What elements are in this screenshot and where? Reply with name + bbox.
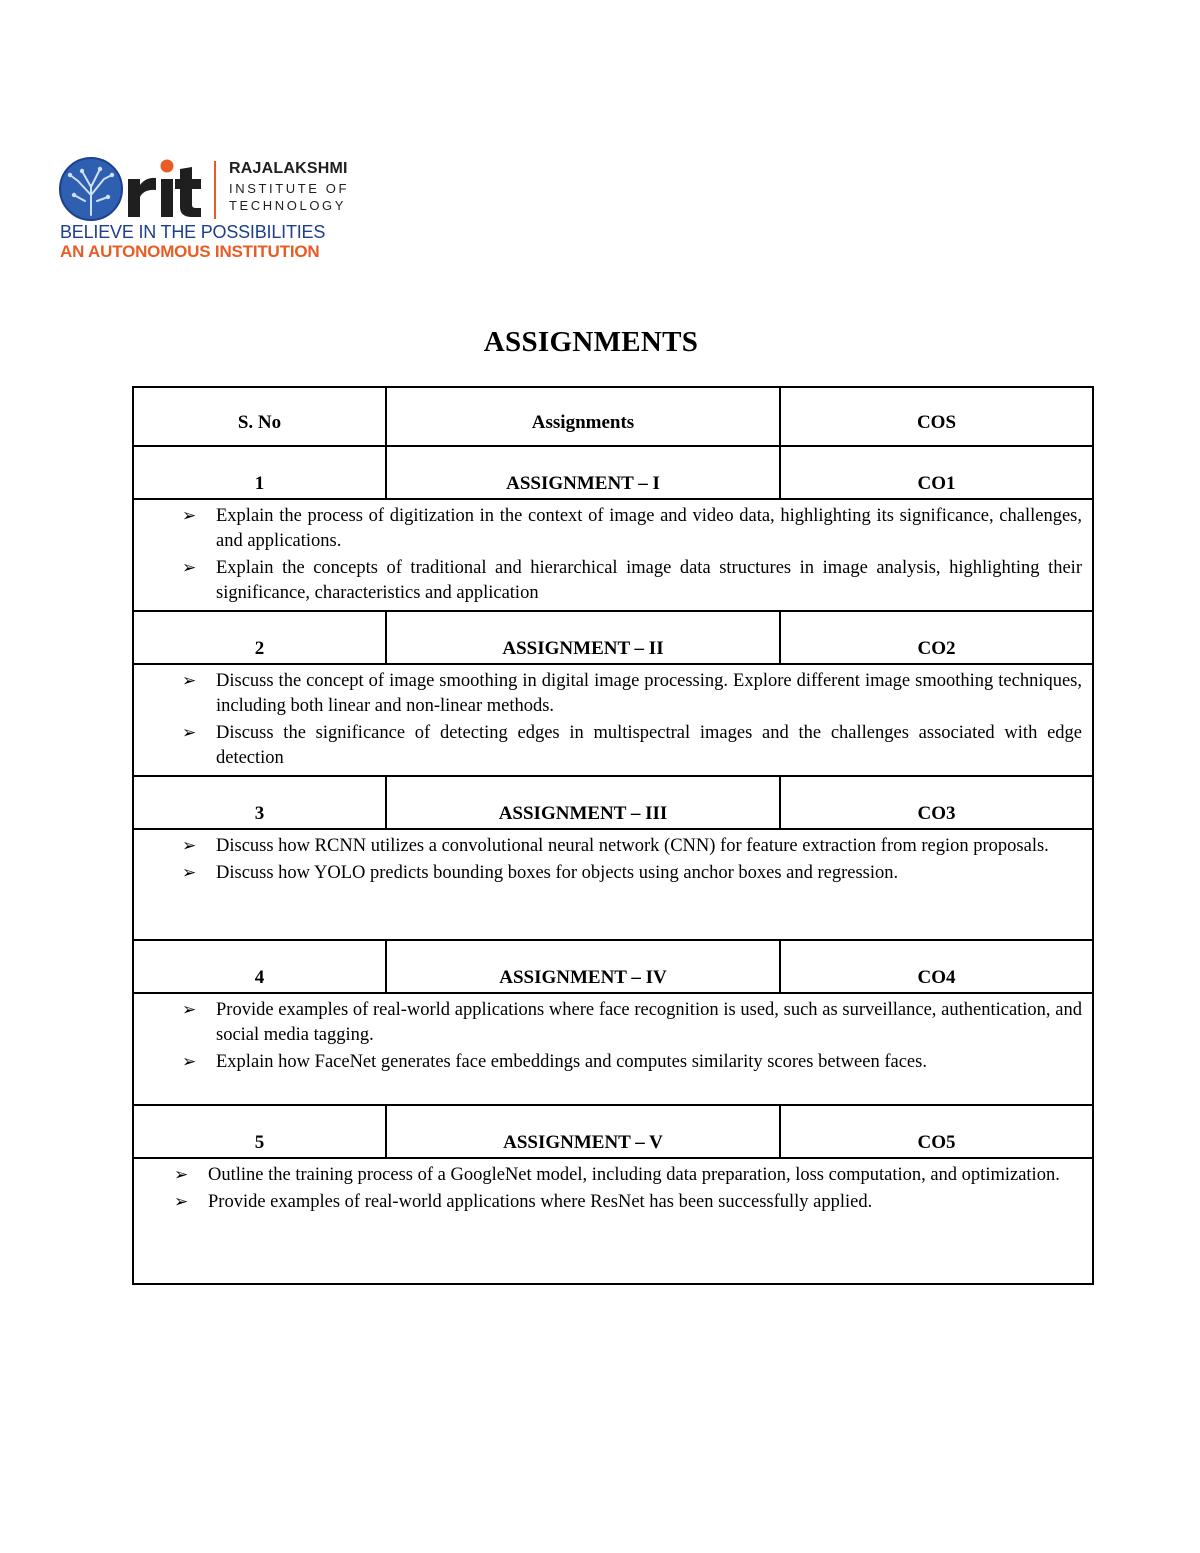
logo-tagline: BELIEVE IN THE POSSIBILITIES <box>60 222 326 242</box>
row-sno: 5 <box>134 1106 387 1157</box>
table-row <box>134 941 1092 994</box>
arrow-bullet-icon: ➢ <box>174 1192 189 1212</box>
list-item <box>174 1190 1082 1215</box>
arrow-bullet-icon: ➢ <box>182 1000 197 1020</box>
row-co: CO5 <box>917 1132 956 1153</box>
assignments-table <box>132 386 1094 1285</box>
header-assignments: Assignments <box>387 388 781 445</box>
question-text: Discuss the significance of detecting edges in multispectral images and the challenges associated with edge detection <box>216 723 1082 768</box>
row-sno: 2 <box>134 612 387 663</box>
assignment-questions <box>134 500 1092 612</box>
question-text: Provide examples of real-world applications where ResNet has been successfully applied. <box>208 1192 873 1212</box>
list-item <box>174 1163 1082 1188</box>
row-co: CO3 <box>917 803 956 824</box>
question-text: Explain the process of digitization in the context of image and video data, highlighting its significance, challenges, and applications. <box>216 506 1082 551</box>
question-text: Discuss how RCNN utilizes a convolutional neural network (CNN) for feature extraction from region proposals. <box>216 836 1049 856</box>
row-assignment: ASSIGNMENT – IV <box>387 941 781 992</box>
row-co: CO1 <box>917 473 956 494</box>
list-item <box>182 998 1082 1048</box>
logo-name-line2: INSTITUTE OF <box>229 181 350 196</box>
row-sno: 4 <box>134 941 387 992</box>
arrow-bullet-icon: ➢ <box>174 1165 189 1185</box>
list-item <box>182 1050 1082 1075</box>
logo-name-line3: TECHNOLOGY <box>229 198 347 213</box>
list-item <box>182 504 1082 554</box>
list-item <box>182 721 1082 771</box>
question-text: Outline the training process of a GoogleNet model, including data preparation, loss computation, and optimization. <box>208 1165 1060 1185</box>
institute-logo <box>58 155 368 265</box>
row-assignment: ASSIGNMENT – V <box>387 1106 781 1157</box>
assignment-questions <box>134 830 1092 941</box>
page-title: ASSIGNMENTS <box>483 326 699 358</box>
table-row <box>134 612 1092 665</box>
row-co: CO4 <box>917 967 956 988</box>
header-cos: COS <box>916 412 957 433</box>
row-sno: 1 <box>134 447 387 498</box>
table-row <box>134 777 1092 830</box>
assignment-questions <box>134 665 1092 777</box>
arrow-bullet-icon: ➢ <box>182 836 197 856</box>
arrow-bullet-icon: ➢ <box>182 558 197 578</box>
row-assignment: ASSIGNMENT – III <box>387 777 781 828</box>
table-row <box>134 1106 1092 1159</box>
question-text: Explain the concepts of traditional and hierarchical image data structures in image analysis, highlighting their significance, characteristics and application <box>216 558 1082 603</box>
logo-name-line1: RAJALAKSHMI <box>229 160 348 177</box>
logo-institute-name <box>229 161 349 216</box>
logo-divider <box>214 161 216 219</box>
row-co: CO2 <box>917 638 956 659</box>
list-item <box>182 834 1082 859</box>
table-row <box>134 447 1092 500</box>
arrow-bullet-icon: ➢ <box>182 863 197 883</box>
row-assignment: ASSIGNMENT – II <box>387 612 781 663</box>
list-item <box>182 556 1082 606</box>
assignment-questions <box>134 1159 1092 1283</box>
question-text: Explain how FaceNet generates face embeddings and computes similarity scores between faces. <box>216 1052 927 1072</box>
arrow-bullet-icon: ➢ <box>182 506 197 526</box>
header-sno: S. No <box>134 388 387 445</box>
row-sno: 3 <box>134 777 387 828</box>
arrow-bullet-icon: ➢ <box>182 671 197 691</box>
list-item <box>182 861 1082 886</box>
list-item <box>182 669 1082 719</box>
assignment-questions <box>134 994 1092 1106</box>
question-text: Discuss the concept of image smoothing in digital image processing. Explore different image smoothing techniques, including both linear and non-linear methods. <box>216 671 1082 716</box>
arrow-bullet-icon: ➢ <box>182 1052 197 1072</box>
rit-logo-mark-icon <box>58 155 218 223</box>
arrow-bullet-icon: ➢ <box>182 723 197 743</box>
logo-subtitle: AN AUTONOMOUS INSTITUTION <box>60 242 320 261</box>
row-assignment: ASSIGNMENT – I <box>387 447 781 498</box>
table-header-row <box>134 388 1092 447</box>
question-text: Provide examples of real-world applications where face recognition is used, such as surveillance, authentication, and social media tagging. <box>216 1000 1082 1045</box>
question-text: Discuss how YOLO predicts bounding boxes for objects using anchor boxes and regression. <box>216 863 899 883</box>
